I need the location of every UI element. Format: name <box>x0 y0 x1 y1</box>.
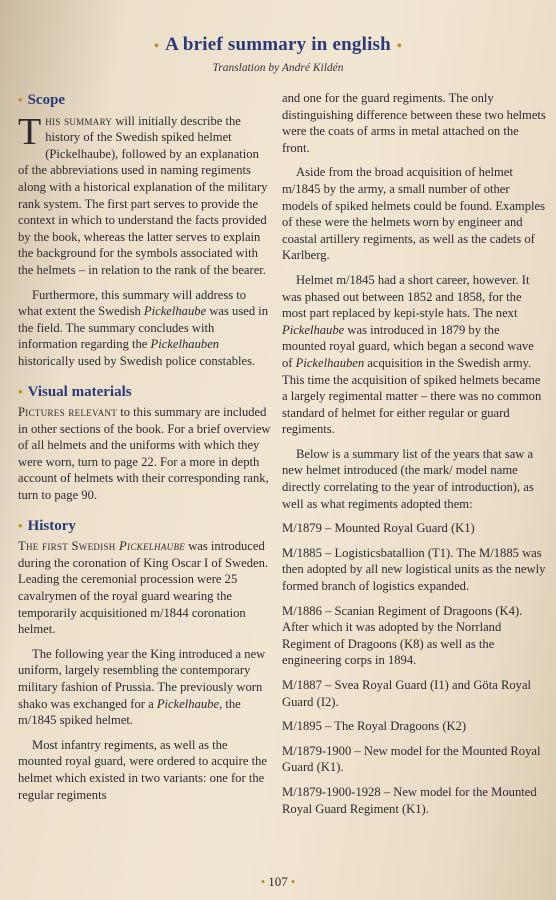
right-paragraph-1: and one for the guard regiments. The only distinguishing difference between these two helmets were the coats of arms in metal attached on the front. <box>282 91 546 155</box>
list-item: M/1879 – Mounted Royal Guard (K1) <box>282 521 475 536</box>
history-paragraph-3: Most infantry regiments, as well as the mounted royal guard, were ordered to acquire the helmet which existed in two variants: one for the regular regiments <box>18 737 267 802</box>
translator-credit: Translation by André Kildén <box>212 62 344 74</box>
page-bullet-icon: • <box>260 874 266 889</box>
left-column <box>18 92 272 811</box>
history-paragraph-1: The first Swedish Pickelhaube was introduced during the coronation of King Oscar I of Sweden. Leading the ceremonial procession were 25 cavalrymen of the royal guard wearing the temporarily acquisitioned m/1844 coronation helmet. <box>18 539 269 637</box>
list-item: M/1887 – Svea Royal Guard (I1) and Göta Royal Guard (I2). <box>282 678 532 709</box>
right-paragraph-2: Aside from the broad acquisition of helmet m/1845 by the army, a small number of other models of spiked helmets could be found. Examples of these were the helmets worn by engineer and coastal artillery regiments, as well as the cadets of Karlberg. <box>282 165 546 263</box>
history-paragraph-2: The following year the King introduced a new uniform, largely resembling the contemporary military fashion of Prussia. The previously worn shako was exchanged for a Pickelhaube, the m/1845 spiked helmet. <box>18 646 266 728</box>
visual-materials-paragraph: Pictures relevant to this summary are included in other sections of the book. For a brief overview of all helmets and the uniforms with which they were worn, turn to page 22. For a more in depth account of helmets with their corresponding rank, turn to page 90. <box>18 405 271 503</box>
list-item: M/1879-1900 – New model for the Mounted Royal Guard (K1). <box>282 743 541 775</box>
right-column <box>282 90 546 825</box>
page-number: • 107 • <box>260 874 296 889</box>
list-item: M/1886 – Scanian Regiment of Dragoons (K4). After which it was adopted by the Norrland Regiment of Dragoons (K8) as well as the engineering corps in 1894. <box>282 603 523 668</box>
scope-paragraph-1: This summary will initially describe the history of the Swedish spiked helmet (Pickelhaube), followed by an explanation of the abbreviations used in naming regiments along with a historical explanation of the military rank system. The first part serves to provide the context in which to understand the facts provided by the book, whereas the latter serves to explain the background for the symbols associated with the helmets – in relation to the rank of the bearer. <box>18 110 268 277</box>
title-bullet-right-icon: • <box>396 39 403 54</box>
list-item: M/1885 – Logisticsbatallion (T1). The M/1885 was then adopted by all new logistical units as the newly formed branch of logistics expanded. <box>282 545 546 594</box>
list-item: M/1895 – The Royal Dragoons (K2) <box>282 719 467 734</box>
heading-bullet-icon: • <box>18 383 23 399</box>
scope-paragraph-2: Furthermore, this summary will address to what extent the Swedish Pickelhaube was used in the field. The summary concludes with information regarding the Pickelhauben historically used by Swedish police constables. <box>18 287 269 368</box>
title-bullet-left-icon: • <box>153 39 160 54</box>
page-title <box>0 34 556 56</box>
list-item: M/1879-1900-1928 – New model for the Mounted Royal Guard Regiment (K1). <box>282 784 537 816</box>
history-heading: • History <box>18 517 76 534</box>
title-text: A brief summary in english <box>165 34 391 55</box>
heading-bullet-icon: • <box>18 517 23 533</box>
right-paragraph-3: Helmet m/1845 had a short career, however. It was phased out between 1852 and 1858, for the most part replaced by kepi-style hats. The next Pickelhaube was introduced in 1879 by the mounted royal guard, which began a second wave of Pickelhauben acquisition in the Swedish army. This time the acquisition of spiked helmets became a largely regimental matter – there was no common standard of helmet for either regular or guard regiments. <box>282 272 542 437</box>
scope-heading: • Scope <box>18 92 66 108</box>
helmet-model-list <box>282 520 546 817</box>
heading-bullet-icon: • <box>18 92 23 107</box>
drop-cap: T <box>18 110 42 153</box>
visual-materials-heading: • Visual materials <box>18 383 132 400</box>
page-bullet-icon: • <box>290 874 296 889</box>
right-paragraph-4: Below is a summary list of the years that saw a new helmet introduced (the mark/ model name directly correlating to the year of introduction), as well as what regiments adopted them: <box>282 446 534 511</box>
